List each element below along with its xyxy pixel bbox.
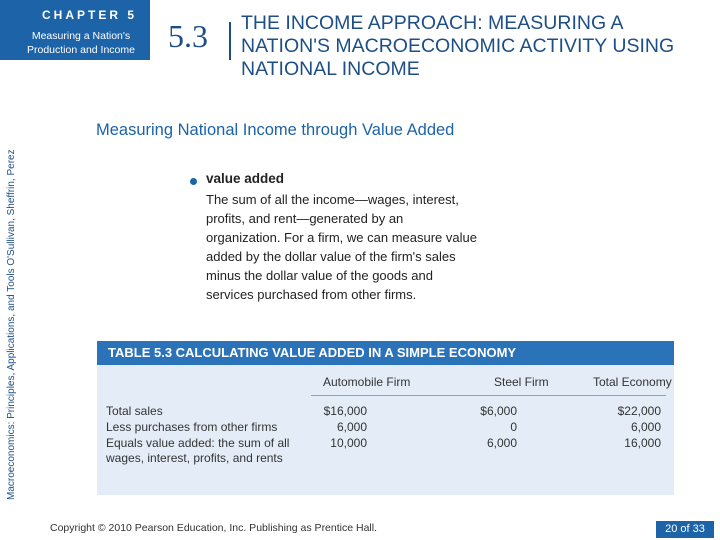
definition-term: value added [206,171,285,186]
slide-subtitle: Measuring National Income through Value Added [96,121,455,139]
cell-purchases-steel: 0 [510,420,517,434]
cell-purchases-total: 6,000 [630,420,661,434]
row-label-purchases: Less purchases from other firms [106,420,278,434]
bullet-dot-icon [190,178,197,185]
section-number: 5.3 [168,18,208,54]
section-divider [229,22,231,60]
header-rule [311,395,666,396]
row-label-value-added: Equals value added: the sum of all wages, interest, profits, and rents [106,436,290,465]
table-title: TABLE 5.3 CALCULATING VALUE ADDED IN A SIMPLE ECONOMY [97,341,674,365]
definition-text: The sum of all the income—wages, interest, profits, and rent—generated by an organization. For a firm, we can measure value added by the dollar value of the firm's sales minus the dollar value of the goods and services purchased from other firms. [206,192,477,302]
cell-purchases-automobile: 6,000 [336,420,367,434]
side-credit: Macroeconomics: Principles, Applications, and Tools O'Sullivan, Sheffrin, Perez [6,149,17,500]
cell-total-sales-automobile: $16,000 [323,404,367,418]
value-added-table [97,341,674,495]
cell-total-sales-steel: $6,000 [480,404,517,418]
column-header-total: Total Economy [593,375,672,389]
cell-total-sales-total: $22,000 [617,404,661,418]
chapter-header-box [0,0,150,60]
column-header-automobile: Automobile Firm [323,375,411,389]
row-label-total-sales: Total sales [106,404,163,418]
cell-value-added-total: 16,000 [624,436,661,450]
page-number: 20 of 33 [656,521,714,538]
chapter-subtitle: Measuring a Nation's Production and Income [27,30,135,56]
column-header-steel: Steel Firm [494,375,549,389]
chapter-label: CHAPTER 5 [42,8,138,22]
copyright-notice: Copyright © 2010 Pearson Education, Inc. Publishing as Prentice Hall. [50,522,378,534]
cell-value-added-automobile: 10,000 [330,436,367,450]
slide-title: THE INCOME APPROACH: MEASURING A NATION'S MACROECONOMIC ACTIVITY USING NATIONAL INCOME [241,12,675,80]
cell-value-added-steel: 6,000 [486,436,517,450]
